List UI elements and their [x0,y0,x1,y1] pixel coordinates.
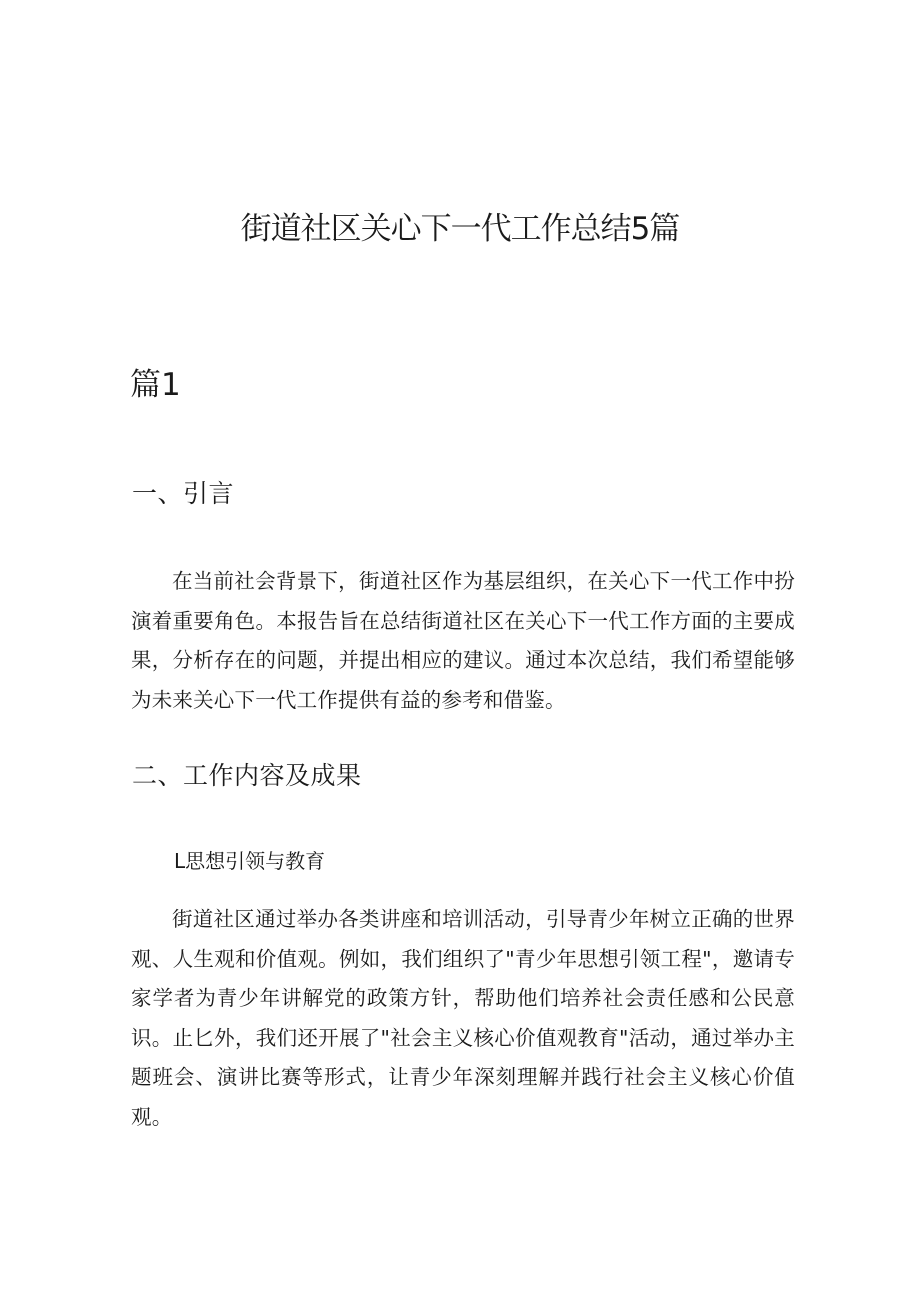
section-heading-introduction: 一、引言 [132,479,235,508]
section-heading-work-content: 二、工作内容及成果 [132,761,362,790]
subheading-ideological-guidance: L思想引领与教育 [174,849,326,873]
part-heading: 篇1 [130,367,181,403]
document-title: 街道社区关心下一代工作总结5篇 [240,211,680,247]
ideological-guidance-paragraph: 街道社区通过举办各类讲座和培训活动，引导青少年树立正确的世界观、人生观和价值观。例如，我们组织了"青少年思想引领工程"，邀请专家学者为青少年讲解党的政策方针，帮助他们培养社会责任感和公民意识。止匕外，我们还开展了"社会主义核心价值观教育"活动，通过举办主题班会、演讲比赛等形式，让青少年深刻理解并践行社会主义核心价值观。 [131,907,795,1129]
introduction-paragraph: 在当前社会背景下，街道社区作为基层组织，在关心下一代工作中扮演着重要角色。本报告旨在总结街道社区在关心下一代工作方面的主要成果，分析存在的问题，并提出相应的建议。通过本次总结，我们希望能够为未来关心下一代工作提供有益的参考和借鉴。 [131,569,795,712]
